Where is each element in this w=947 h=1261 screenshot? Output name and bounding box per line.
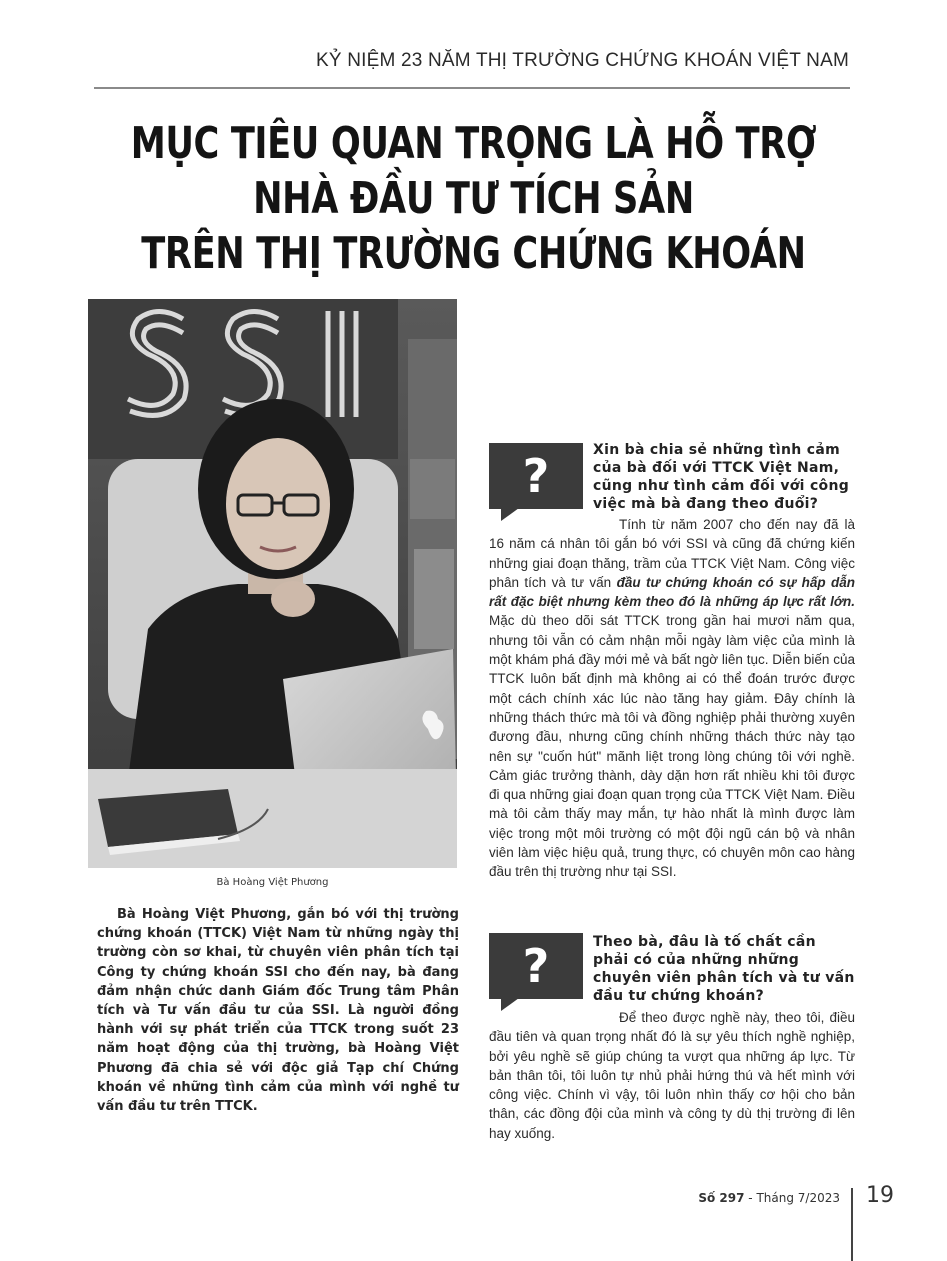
answer-2 (489, 1008, 855, 1143)
issue-separator: - (744, 1191, 757, 1205)
question-mark-badge (489, 443, 583, 509)
lead-paragraph: Bà Hoàng Việt Phương, gắn bó với thị trường chứng khoán (TTCK) Việt Nam từ những ngày thị trường còn sơ khai, từ chuyên viên phân tích tại Công ty chứng khoán SSI cho đến nay, bà đang đảm nhận chức danh Giám đốc Trung tâm Phân tích và Tư vấn đầu tư của SSI. Là người đồng hành với sự phát triển của TTCK trong suốt 23 năm hoạt động của thị trường, bà Hoàng Việt Phương đã chia sẻ với độc giả Tạp chí Chứng khoán về những tình cảm của mình với nghề tư vấn đầu tư trên TTCK. (97, 907, 459, 1115)
answer-2-text: Để theo được nghề này, theo tôi, điều đầu tiên và quan trọng nhất đó là sự yêu thích nghề nghiệp, bởi yêu nghề sẽ giúp chúng ta vượt qua những áp lực. Từ bản thân tôi, tôi luôn tự nhủ phải hứng thú và hết mình với công việc. Chính vì vậy, tôi luôn nhìn thấy cơ hội cho bản thân, các đồng đội của mình và công ty dù thị trường đi lên hay xuống. (489, 1010, 855, 1141)
answer-1 (489, 515, 855, 882)
title-line-2: NHÀ ĐẦU TƯ TÍCH SẢN (253, 173, 694, 224)
issue-number: Số 297 (698, 1191, 745, 1205)
answer-1-text: Tính từ năm 2007 cho đến nay đã là 16 năm cá nhân tôi gắn bó với SSI và cũng đã chứng kiến những giai đoạn thăng, trầm của TTCK Việt Nam. Công việc phân tích và tư vấn (489, 517, 855, 590)
title-line-3: TRÊN THỊ TRƯỜNG CHỨNG KHOÁN (141, 228, 806, 279)
running-header: KỶ NIỆM 23 NĂM THỊ TRƯỜNG CHỨNG KHOÁN VIỆT NAM (315, 50, 849, 71)
issue-info (600, 1191, 840, 1205)
question-icon: ? (522, 939, 550, 993)
issue-date: Tháng 7/2023 (756, 1191, 840, 1205)
question-2: Theo bà, đâu là tố chất cần phải có của những những chuyên viên phân tích và tư vấn đầu tư chứng khoán? (593, 934, 855, 1004)
title-line-1: MỤC TIÊU QUAN TRỌNG LÀ HỖ TRỢ (130, 118, 817, 169)
photo-caption: Bà Hoàng Việt Phương (216, 877, 329, 888)
answer-1-emphasis: đầu tư chứng khoán có sự hấp dẫn rất đặc biệt nhưng kèm theo đó là những áp lực rất lớn. (489, 574, 856, 610)
article-title (40, 116, 907, 281)
answer-1-text-cont: Mặc dù theo dõi sát TTCK trong gần hai mươi năm qua, nhưng tôi vẫn có cảm nhận mỗi ngày làm việc của mình là một khám phá đầy mới mẻ và bất ngờ liên tục. Diễn biến của TTCK luôn bất định mà không ai có thể đoán trước được một cách chính xác lúc nào tăng hay giảm. Đây chính là những thách thức mà tôi và đồng nghiệp phải thường xuyên đương đầu, nhưng cũng chính những thách thức này tạo nên sự "cuốn hút" mãnh liệt trong lòng chúng tôi với nghề. Cảm giác trưởng thành, dày dặn hơn rất nhiều khi tôi được đi qua những giai đoạn quan trọng của TTCK Việt Nam. Điều mà tôi cảm thấy may mắn, tự hào nhất là mình được làm việc trong một môi trường có một đội ngũ cán bộ và nhân viên làm việc hiệu quả, trung thực, có chuyên môn cao hàng đầu trên thị trường như tại SSI. (489, 613, 855, 880)
portrait-photo (88, 299, 457, 868)
page-number: 19 (866, 1183, 894, 1208)
footer-divider (851, 1188, 853, 1261)
question-1: Xin bà chia sẻ những tình cảm của bà đối với TTCK Việt Nam, cũng như tình cảm đối với công việc mà bà đang theo đuổi? (593, 442, 850, 512)
question-mark-badge (489, 933, 583, 999)
question-icon: ? (522, 449, 550, 503)
header-divider (94, 87, 850, 89)
